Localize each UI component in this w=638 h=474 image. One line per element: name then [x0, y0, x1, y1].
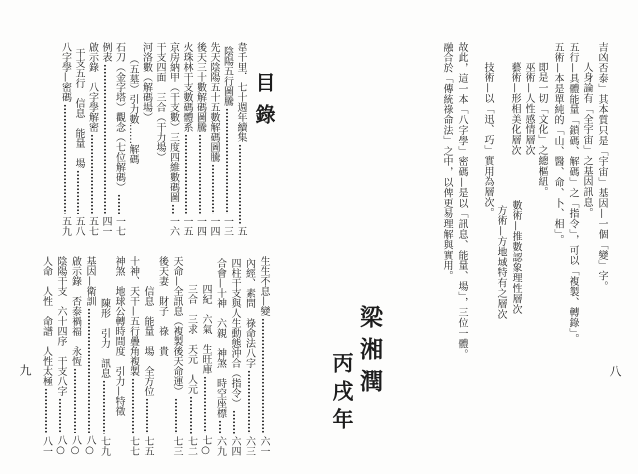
toc-entry-page-number: 六九	[214, 436, 226, 456]
dot-leader	[243, 370, 255, 434]
toc-entry-title: 基因—衛訓	[84, 256, 95, 306]
toc-entry-title: 干支五行 信息 能量 場	[73, 48, 84, 168]
dot-leader	[59, 104, 71, 214]
toc-entry	[86, 42, 98, 236]
toc-entry	[141, 286, 153, 456]
toc-entry-page-number: 一五	[181, 216, 192, 236]
preface-column: 人身論有「全宇宙」之基因訊息。	[581, 62, 592, 218]
dot-leader	[170, 398, 182, 434]
dot-leader	[185, 396, 197, 434]
toc-entry-page-number: 八○	[55, 435, 66, 456]
toc-entry-page-number: 一六	[167, 216, 179, 236]
toc-entry	[243, 258, 255, 456]
right-page	[319, 0, 638, 474]
dot-leader	[54, 398, 66, 433]
toc-entry-title: 火珠林干支數碼體系	[181, 42, 192, 132]
author-name: 梁湘潤	[356, 305, 383, 401]
dot-leader	[141, 398, 153, 434]
toc-entry	[69, 256, 81, 456]
toc-entry-page-number: 六一	[258, 436, 269, 456]
toc-entry	[214, 258, 226, 456]
toc-entry	[153, 42, 165, 236]
toc-entry-page-number: 七五	[142, 436, 153, 456]
dot-leader	[69, 368, 81, 433]
dot-leader	[113, 194, 125, 214]
toc-entry-page-number: 六三	[243, 436, 255, 456]
toc-entry-title: 合會—十神 六親 神煞 時空座標	[214, 258, 226, 418]
toc-entry	[72, 48, 84, 236]
toc-entry-title: 韋千里．七十週年續集	[235, 42, 246, 142]
toc-entry-page-number: 五九	[59, 216, 71, 236]
toc-entry-page-number: 一七	[113, 216, 125, 236]
dot-leader	[127, 378, 139, 434]
toc-entry	[167, 42, 179, 236]
dot-leader	[167, 204, 179, 214]
toc-entry-title: 陰陽干支 六十四序 干支八字	[55, 256, 66, 396]
toc-entry-title: 人命 人性 命譜 人性太極	[40, 256, 52, 386]
toc-entry-title: 啟示錄 否泰禍福 永恆	[69, 256, 81, 366]
author-date: 丙戌年	[330, 352, 355, 436]
toc-entry-title: 京房納甲（干支數）三度四維數碼圖	[167, 42, 179, 202]
dot-leader	[83, 308, 95, 433]
toc-entry-page-number: 七三	[171, 436, 182, 456]
toc-entry	[99, 42, 111, 236]
toc-entry-page-number: 八○	[69, 435, 81, 456]
toc-entry-page-number: 五	[235, 226, 246, 236]
toc-entry	[199, 284, 211, 456]
preface-column: 五行—具體能量「鎖碼、解碼」之「指令」，可以「複製、轉錄」。	[567, 42, 578, 344]
toc-entry-page-number: 八一	[40, 436, 52, 456]
toc-entry	[98, 298, 110, 456]
dot-leader	[98, 380, 110, 434]
toc-entry-title: 啟示錄 八字學解密	[86, 42, 98, 132]
toc-entry	[228, 258, 240, 456]
toc-entry-page-number: 一四	[208, 216, 219, 236]
preface-column: 技術—以「迅、巧」實用為層次。	[482, 62, 493, 218]
dot-leader	[228, 410, 240, 434]
toc-entry-title: 河洛數（解碼場）	[140, 42, 152, 122]
preface-column: 數術—推數認象理性層次	[510, 200, 521, 315]
toc-entry	[194, 42, 206, 236]
dot-leader	[86, 134, 98, 214]
dot-leader	[234, 144, 246, 224]
toc-entry	[113, 42, 125, 236]
toc-entry-page-number: 一四	[194, 216, 206, 236]
toc-entry	[185, 284, 197, 456]
toc-entry	[234, 42, 246, 236]
toc-entry-title: 後天三十數解碼圖騰	[194, 42, 206, 132]
page-number: 八	[608, 365, 622, 377]
toc-entry	[127, 256, 139, 456]
toc-entry	[221, 46, 233, 236]
dot-leader	[72, 170, 84, 214]
toc-entry	[257, 256, 269, 456]
preface-column: 藝術—形相美化層次	[509, 62, 520, 156]
toc-entry	[156, 256, 168, 456]
toc-entry-page-number: 五八	[73, 216, 84, 236]
dot-leader	[207, 164, 219, 214]
preface-column: 融合於「傳統祿命法」之中，以俾更易理解與實用。	[441, 42, 452, 282]
toc-entry	[207, 42, 219, 236]
page-number: 九	[18, 364, 32, 376]
dot-leader	[40, 388, 52, 434]
preface-column: 即是一切「文化」之總樞紐。	[536, 62, 547, 198]
toc-heading: 目錄	[252, 72, 276, 136]
dot-leader	[199, 376, 211, 433]
dot-leader	[99, 64, 111, 214]
toc-entry-title: 三合 三求 天元 人元	[185, 284, 197, 394]
toc-entry	[112, 256, 124, 456]
toc-entry-title: 先天陰陽五十五數解碼圖騰	[208, 42, 219, 162]
toc-entry-title: 干支四面 三合（干力場）	[154, 42, 165, 162]
toc-entry-title: 陳形 引力 訊息	[98, 298, 110, 378]
toc-entry-page-number: 七○	[200, 435, 211, 456]
toc-entry-title: 石刀（金字塔）觀念（七位解碼）	[113, 42, 125, 192]
dot-leader	[257, 318, 269, 434]
toc-entry-page-number: 八○	[84, 435, 95, 456]
preface-column: 巫術—人性感情層次	[523, 62, 534, 156]
toc-entry	[59, 42, 71, 236]
toc-entry	[140, 42, 152, 236]
toc-entry	[170, 256, 182, 456]
toc-entry-title: 神煞 地球公轉時間度 引力—特徵	[113, 256, 124, 416]
toc-entry-title: 生生不息—變	[258, 256, 269, 316]
toc-entry-title: 天命—全訊息（複製後天命運）	[171, 256, 182, 396]
toc-entry-title: 後天妻 財子 祿 貴	[156, 256, 168, 356]
toc-entry	[54, 256, 66, 456]
toc-entry-page-number: 六四	[229, 436, 240, 456]
toc-entry-page-number: 七二	[185, 436, 197, 456]
toc-entry	[180, 42, 192, 236]
toc-entry-title: 八字學—密碼	[59, 42, 71, 102]
preface-column: 吉凶否泰」其本質只是「宇宙」基因—一個「變」字。	[596, 42, 607, 292]
dot-leader	[221, 108, 233, 214]
dot-leader	[180, 134, 192, 214]
preface-column: 五術—本是單純的「山、醫、命、卜、相」。	[552, 42, 563, 245]
preface-column: 故此，這一本「八字學」密碼—是以「訊息、能量、場」，三位一體。	[456, 42, 467, 360]
toc-entry-page-number: 四一	[100, 216, 111, 236]
toc-entry-page-number: 五七	[86, 216, 98, 236]
toc-entry-title: 例表	[100, 42, 111, 62]
toc-entry-title: 陰陽五行圖騰	[221, 46, 233, 106]
toc-entry	[40, 256, 52, 456]
preface-column: 方術—方地域特有之層次	[495, 205, 506, 320]
toc-entry-title: 信息 能量 場 全方位	[142, 286, 153, 396]
toc-entry-title: 十神、天干—五行疊角複製	[127, 256, 139, 376]
toc-entry	[83, 256, 95, 456]
toc-entry-page-number: 七七	[127, 436, 139, 456]
dot-leader	[194, 134, 206, 214]
dot-leader	[214, 420, 226, 434]
toc-entry-page-number: 一三	[221, 216, 233, 236]
toc-entry-page-number: 七九	[98, 436, 110, 456]
toc-entry-title: 內經、素問 祿命法八字	[243, 258, 255, 368]
toc-entry-title: （五墓）引力數……解碼	[127, 54, 138, 164]
toc-entry	[126, 54, 138, 236]
toc-entry-title: 四柱干支與人生動態沖合（指令）	[229, 258, 240, 408]
toc-entry-title: 四紀 六氣 生旺庫	[200, 284, 211, 374]
